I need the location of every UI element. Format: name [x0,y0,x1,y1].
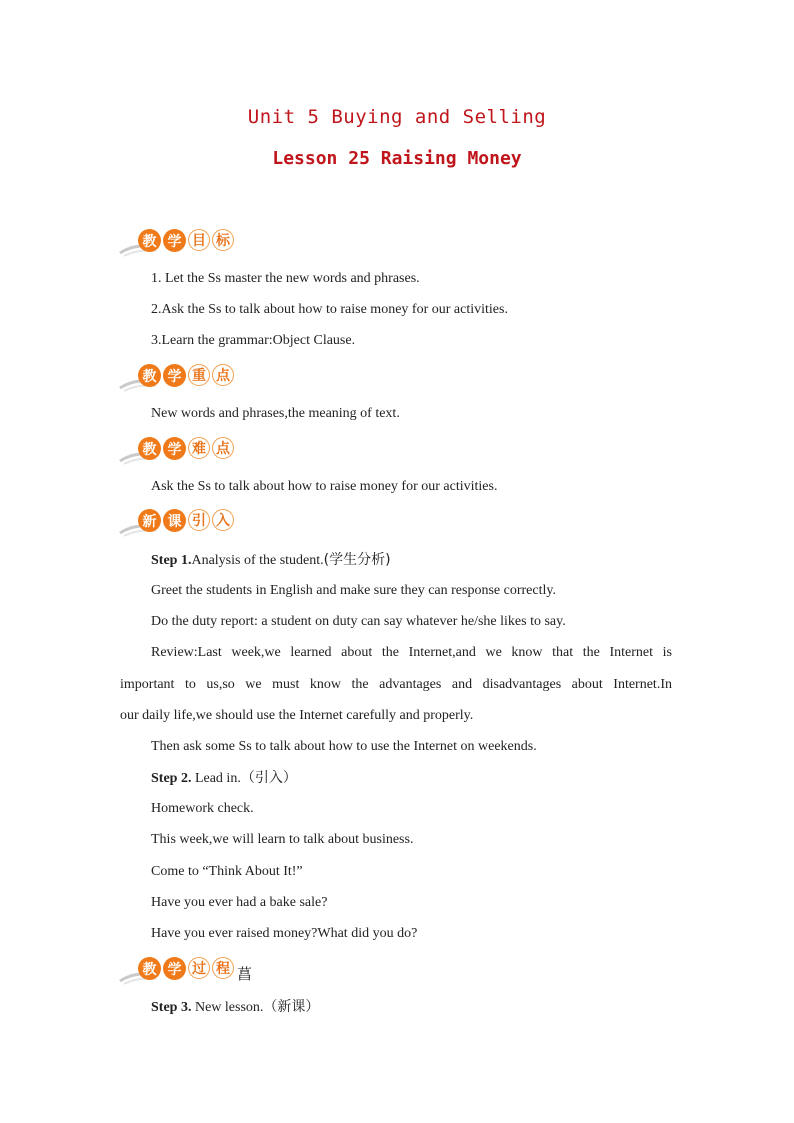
step-label: Step 1. [151,553,192,568]
badge-char: 程 [212,957,234,979]
step1-line: Then ask some Ss to talk about how to use the Internet on weekends. [151,739,537,754]
badge-char: 过 [188,957,210,979]
badge-char: 点 [212,437,234,459]
step2-line: This week,we will learn to talk about business. [151,832,414,847]
step2-line: Homework check. [151,801,254,816]
step-cn: （引入） [240,770,297,786]
badge-char: 标 [212,229,234,251]
badge-char: 教 [138,364,161,387]
step2-heading [151,769,297,788]
key-points-text: New words and phrases,the meaning of text. [151,406,400,421]
section-badge-key-points [118,364,228,394]
section-badge-intro [118,509,228,539]
step-label: Step 2. [151,771,192,786]
step2-line: Have you ever raised money?What did you do? [151,926,418,941]
badge-char: 新 [138,509,161,532]
step1-heading [151,551,391,570]
section-badge-process [118,957,258,987]
badge-char: 教 [138,229,161,252]
step2-line: Come to “Think About It!” [151,864,303,879]
review-line: our daily life,we should use the Internet carefully and properly. [120,708,474,723]
badge-char: 入 [212,509,234,531]
badge-char: 教 [138,437,161,460]
step-label: Step 3. [151,1000,192,1015]
step-text: Analysis of the student. [191,553,324,568]
step-text: New lesson. [194,1000,264,1015]
goal-item: 2.Ask the Ss to talk about how to raise money for our activities. [151,302,508,317]
step-cn: （新课） [263,999,320,1015]
badge-char: 重 [188,364,210,386]
badge-char: 学 [163,437,186,460]
badge-char: 学 [163,364,186,387]
step1-line: Do the duty report: a student on duty can say whatever he/she likes to say. [151,614,566,629]
section-badge-goals [118,229,228,259]
step1-line: Greet the students in English and make sure they can response correctly. [151,583,556,598]
step-cn: (学生分析) [323,552,391,568]
badge-char: 课 [163,509,186,532]
difficulties-text: Ask the Ss to talk about how to raise money for our activities. [151,479,498,494]
review-line: Review:Last week,we learned about the Internet,and we know that the Internet is [151,645,672,660]
badge-char: 难 [188,437,210,459]
step2-line: Have you ever had a bake sale? [151,895,328,910]
badge-char: 引 [188,509,210,531]
section-badge-difficulties [118,437,228,467]
badge-char: 教 [138,957,161,980]
review-line: important to us,so we must know the advantages and disadvantages about Internet.In [120,677,672,692]
badge-char: 学 [163,957,186,980]
document-title: Unit 5 Buying and Selling [247,106,547,128]
badge-char: 学 [163,229,186,252]
step3-heading [151,998,319,1017]
goal-item: 3.Learn the grammar:Object Clause. [151,333,356,348]
badge-char: 点 [212,364,234,386]
lesson-title: Lesson 25 Raising Money [272,148,522,169]
step-text: Lead in. [194,771,241,786]
badge-char: 目 [188,229,210,251]
goal-item: 1. Let the Ss master the new words and phrases. [151,271,420,286]
badge-trailing-char: 菖 [237,965,253,983]
